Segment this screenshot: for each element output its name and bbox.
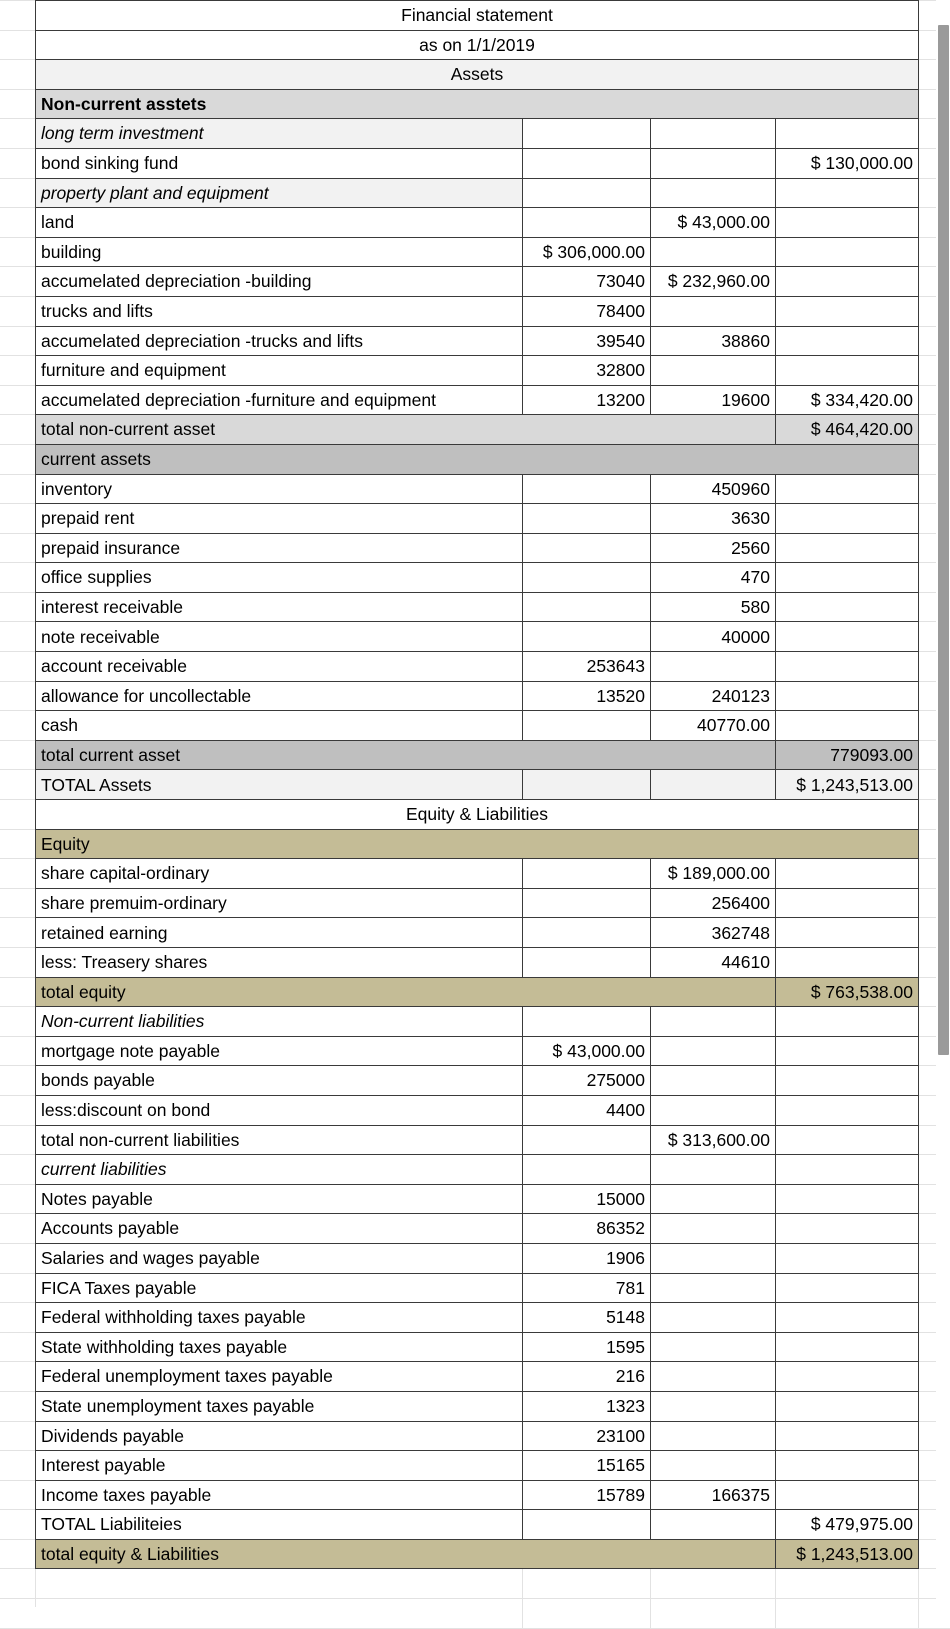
row-value-b[interactable] <box>523 888 651 918</box>
table-row <box>36 385 919 415</box>
row-value-b[interactable]: 86352 <box>523 1214 651 1244</box>
row-value-d[interactable] <box>776 1451 919 1481</box>
row-value-c[interactable]: 256400 <box>651 888 776 918</box>
row-value-d[interactable] <box>776 1214 919 1244</box>
row-value-b[interactable]: 253643 <box>523 652 651 682</box>
table-row <box>36 1362 919 1392</box>
section-header-row <box>36 89 919 119</box>
row-value-c[interactable]: 40000 <box>651 622 776 652</box>
section-header-label[interactable]: Equity <box>36 829 919 859</box>
table-row <box>36 859 919 889</box>
row-value-c[interactable] <box>651 1451 776 1481</box>
table-row <box>36 267 919 297</box>
row-value-b[interactable]: 216 <box>523 1362 651 1392</box>
banner-cell-equity-liabilities[interactable]: Equity & Liabilities <box>36 800 919 830</box>
banner-cell-assets[interactable]: Assets <box>36 60 919 90</box>
row-value-d[interactable] <box>776 1184 919 1214</box>
row-label[interactable]: Interest payable <box>36 1451 523 1481</box>
row-value-d[interactable] <box>776 1125 919 1155</box>
row-value-b[interactable]: 15000 <box>523 1184 651 1214</box>
row-value-c[interactable]: 240123 <box>651 681 776 711</box>
row-value-b[interactable]: 4400 <box>523 1095 651 1125</box>
row-value-c[interactable] <box>651 1007 776 1037</box>
row-value-c[interactable] <box>651 237 776 267</box>
row-value-c[interactable]: 166375 <box>651 1480 776 1510</box>
table-row <box>36 592 919 622</box>
row-value-b[interactable]: 13520 <box>523 681 651 711</box>
banner-row-subtitle <box>36 30 919 60</box>
row-value-b[interactable]: 15789 <box>523 1480 651 1510</box>
table-row <box>36 888 919 918</box>
table-row <box>36 1303 919 1333</box>
row-value-c[interactable] <box>651 178 776 208</box>
total-row <box>36 770 919 800</box>
row-value-d[interactable] <box>776 1332 919 1362</box>
table-row <box>36 711 919 741</box>
section-header-row <box>36 444 919 474</box>
row-label[interactable]: FICA Taxes payable <box>36 1273 523 1303</box>
table-row <box>36 1036 919 1066</box>
row-label[interactable]: cash <box>36 711 523 741</box>
row-value-c[interactable] <box>651 1155 776 1185</box>
table-row <box>36 622 919 652</box>
row-value-c[interactable] <box>651 1184 776 1214</box>
table-row <box>36 1480 919 1510</box>
total-row-label[interactable]: total non-current asset <box>36 415 776 445</box>
row-value-c[interactable]: 2560 <box>651 533 776 563</box>
row-value-d[interactable] <box>776 622 919 652</box>
row-value-c[interactable]: 44610 <box>651 948 776 978</box>
row-value-c[interactable] <box>651 1036 776 1066</box>
row-value-b[interactable]: $ 306,000.00 <box>523 237 651 267</box>
total-row-value[interactable]: $ 1,243,513.00 <box>776 1539 919 1569</box>
total-row-label[interactable]: total equity & Liabilities <box>36 1539 776 1569</box>
row-label[interactable]: accumelated depreciation -furniture and equipment <box>36 385 523 415</box>
empty-cell[interactable] <box>523 1569 651 1599</box>
row-value-c[interactable]: 19600 <box>651 385 776 415</box>
total-row-cell-c[interactable] <box>651 770 776 800</box>
row-value-d[interactable] <box>776 474 919 504</box>
row-value-d[interactable] <box>776 859 919 889</box>
table-row <box>36 1332 919 1362</box>
row-value-c[interactable] <box>651 119 776 149</box>
table-row <box>36 1007 919 1037</box>
table-row <box>36 356 919 386</box>
row-label[interactable]: Dividends payable <box>36 1421 523 1451</box>
row-value-d[interactable] <box>776 1421 919 1451</box>
row-label[interactable]: account receivable <box>36 652 523 682</box>
row-value-c[interactable]: $ 43,000.00 <box>651 208 776 238</box>
empty-row <box>36 1569 919 1599</box>
row-label[interactable]: trucks and lifts <box>36 296 523 326</box>
empty-cell[interactable] <box>651 1599 776 1629</box>
row-value-d[interactable] <box>776 504 919 534</box>
row-value-c[interactable]: 450960 <box>651 474 776 504</box>
total-row-cell-b[interactable] <box>523 770 651 800</box>
row-label[interactable]: accumelated depreciation -building <box>36 267 523 297</box>
table-row <box>36 563 919 593</box>
table-row <box>36 652 919 682</box>
row-value-b[interactable] <box>523 859 651 889</box>
row-value-c[interactable]: 3630 <box>651 504 776 534</box>
row-value-d[interactable] <box>776 1391 919 1421</box>
table-row <box>36 296 919 326</box>
row-label[interactable]: Non-current liabilities <box>36 1007 523 1037</box>
row-value-b[interactable]: 15165 <box>523 1451 651 1481</box>
row-value-d[interactable] <box>776 681 919 711</box>
table-row <box>36 119 919 149</box>
row-value-b[interactable]: 1323 <box>523 1391 651 1421</box>
row-value-b[interactable]: 1595 <box>523 1332 651 1362</box>
row-value-b[interactable]: 39540 <box>523 326 651 356</box>
row-value-d[interactable] <box>776 178 919 208</box>
total-row-label[interactable]: TOTAL Liabiliteies <box>36 1510 523 1540</box>
total-row-label[interactable]: TOTAL Assets <box>36 770 523 800</box>
row-value-c[interactable] <box>651 1362 776 1392</box>
total-row <box>36 1539 919 1569</box>
total-row-value[interactable]: $ 464,420.00 <box>776 415 919 445</box>
row-value-c[interactable] <box>651 296 776 326</box>
total-row-cell-b[interactable] <box>523 1510 651 1540</box>
row-value-c[interactable] <box>651 1391 776 1421</box>
row-value-d[interactable] <box>776 888 919 918</box>
row-value-d[interactable] <box>776 1273 919 1303</box>
row-value-d[interactable] <box>776 1155 919 1185</box>
row-value-b[interactable]: 1906 <box>523 1243 651 1273</box>
table-row <box>36 1243 919 1273</box>
table-row <box>36 1451 919 1481</box>
row-label[interactable]: long term investment <box>36 119 523 149</box>
row-value-c[interactable] <box>651 652 776 682</box>
total-row <box>36 415 919 445</box>
table-row <box>36 178 919 208</box>
section-header-label[interactable]: Non-current asstets <box>36 89 919 119</box>
total-row-value[interactable]: 779093.00 <box>776 740 919 770</box>
row-label[interactable]: less:discount on bond <box>36 1095 523 1125</box>
row-value-b[interactable] <box>523 504 651 534</box>
row-value-d[interactable] <box>776 1480 919 1510</box>
row-value-b[interactable] <box>523 119 651 149</box>
banner-row-title <box>36 1 919 31</box>
table-row <box>36 1066 919 1096</box>
row-value-b[interactable] <box>523 474 651 504</box>
row-label[interactable]: share premuim-ordinary <box>36 888 523 918</box>
row-value-c[interactable]: 40770.00 <box>651 711 776 741</box>
banner-row-equity-liabilities <box>36 800 919 830</box>
row-value-c[interactable] <box>651 1421 776 1451</box>
banner-cell-subtitle[interactable]: as on 1/1/2019 <box>36 30 919 60</box>
total-row-label[interactable]: total current asset <box>36 740 776 770</box>
empty-cell[interactable] <box>651 1569 776 1599</box>
total-row-cell-c[interactable] <box>651 1510 776 1540</box>
row-value-d[interactable] <box>776 533 919 563</box>
row-value-d[interactable] <box>776 563 919 593</box>
banner-row-assets <box>36 60 919 90</box>
row-value-d[interactable] <box>776 119 919 149</box>
row-value-c[interactable]: 470 <box>651 563 776 593</box>
row-label[interactable]: Federal withholding taxes payable <box>36 1303 523 1333</box>
table-row <box>36 148 919 178</box>
row-value-c[interactable] <box>651 148 776 178</box>
row-value-b[interactable] <box>523 948 651 978</box>
row-value-d[interactable] <box>776 1007 919 1037</box>
row-value-d[interactable] <box>776 208 919 238</box>
empty-cell[interactable] <box>36 1569 523 1599</box>
row-label[interactable]: current liabilities <box>36 1155 523 1185</box>
row-value-b[interactable]: 781 <box>523 1273 651 1303</box>
row-value-d[interactable] <box>776 711 919 741</box>
row-value-d[interactable] <box>776 1066 919 1096</box>
empty-cell[interactable] <box>523 1599 651 1629</box>
row-label[interactable]: allowance for uncollectable <box>36 681 523 711</box>
row-value-b[interactable]: 5148 <box>523 1303 651 1333</box>
banner-cell-title[interactable]: Financial statement <box>36 1 919 31</box>
row-value-c[interactable] <box>651 1303 776 1333</box>
row-value-d[interactable] <box>776 296 919 326</box>
row-label[interactable]: interest receivable <box>36 592 523 622</box>
row-value-d[interactable] <box>776 1036 919 1066</box>
table-row <box>36 326 919 356</box>
row-value-b[interactable] <box>523 148 651 178</box>
table-row <box>36 948 919 978</box>
row-value-b[interactable]: 78400 <box>523 296 651 326</box>
table-row <box>36 1125 919 1155</box>
row-value-d[interactable]: $ 334,420.00 <box>776 385 919 415</box>
row-value-b[interactable] <box>523 592 651 622</box>
row-value-b[interactable] <box>523 1125 651 1155</box>
row-label[interactable]: retained earning <box>36 918 523 948</box>
section-header-label[interactable]: current assets <box>36 444 919 474</box>
row-value-d[interactable] <box>776 948 919 978</box>
table-row <box>36 237 919 267</box>
row-label[interactable]: mortgage note payable <box>36 1036 523 1066</box>
row-value-c[interactable]: $ 313,600.00 <box>651 1125 776 1155</box>
row-value-b[interactable] <box>523 178 651 208</box>
row-label[interactable]: Accounts payable <box>36 1214 523 1244</box>
row-value-b[interactable] <box>523 1007 651 1037</box>
table-row <box>36 1095 919 1125</box>
row-value-d[interactable] <box>776 267 919 297</box>
row-label[interactable]: prepaid insurance <box>36 533 523 563</box>
total-row-value[interactable]: $ 1,243,513.00 <box>776 770 919 800</box>
row-label[interactable]: Notes payable <box>36 1184 523 1214</box>
row-value-c[interactable] <box>651 356 776 386</box>
table-row <box>36 1421 919 1451</box>
row-value-c[interactable] <box>651 1095 776 1125</box>
vertical-scrollbar-track[interactable] <box>936 0 950 1607</box>
row-label[interactable]: note receivable <box>36 622 523 652</box>
row-label[interactable]: less: Treasery shares <box>36 948 523 978</box>
row-label[interactable]: total non-current liabilities <box>36 1125 523 1155</box>
table-row <box>36 474 919 504</box>
row-value-c[interactable] <box>651 1214 776 1244</box>
row-label[interactable]: furniture and equipment <box>36 356 523 386</box>
row-value-b[interactable]: 73040 <box>523 267 651 297</box>
empty-cell[interactable] <box>776 1569 919 1599</box>
total-row <box>36 977 919 1007</box>
row-value-b[interactable]: 32800 <box>523 356 651 386</box>
row-value-d[interactable] <box>776 918 919 948</box>
row-value-d[interactable]: $ 130,000.00 <box>776 148 919 178</box>
vertical-scrollbar-thumb[interactable] <box>938 25 949 1055</box>
row-label[interactable]: property plant and equipment <box>36 178 523 208</box>
table-row <box>36 681 919 711</box>
table-row <box>36 918 919 948</box>
table-row <box>36 533 919 563</box>
row-value-b[interactable]: 13200 <box>523 385 651 415</box>
table-row <box>36 1155 919 1185</box>
empty-row <box>36 1599 919 1629</box>
row-value-d[interactable] <box>776 652 919 682</box>
row-label[interactable]: bonds payable <box>36 1066 523 1096</box>
financial-statement-table <box>35 0 919 1629</box>
row-label[interactable]: State withholding taxes payable <box>36 1332 523 1362</box>
row-value-c[interactable]: 362748 <box>651 918 776 948</box>
total-row <box>36 1510 919 1540</box>
empty-cell[interactable] <box>776 1599 919 1629</box>
total-row-label[interactable]: total equity <box>36 977 776 1007</box>
row-value-c[interactable]: $ 232,960.00 <box>651 267 776 297</box>
row-value-c[interactable] <box>651 1332 776 1362</box>
row-value-d[interactable] <box>776 1095 919 1125</box>
total-row <box>36 740 919 770</box>
row-value-b[interactable]: $ 43,000.00 <box>523 1036 651 1066</box>
row-label[interactable]: land <box>36 208 523 238</box>
row-value-d[interactable] <box>776 1303 919 1333</box>
row-value-c[interactable]: 38860 <box>651 326 776 356</box>
total-row-value[interactable]: $ 479,975.00 <box>776 1510 919 1540</box>
row-value-c[interactable]: $ 189,000.00 <box>651 859 776 889</box>
row-value-b[interactable] <box>523 918 651 948</box>
row-label[interactable]: accumelated depreciation -trucks and lifts <box>36 326 523 356</box>
empty-cell[interactable] <box>36 1599 523 1629</box>
row-value-d[interactable] <box>776 1243 919 1273</box>
row-label[interactable]: State unemployment taxes payable <box>36 1391 523 1421</box>
row-label[interactable]: Income taxes payable <box>36 1480 523 1510</box>
table-row <box>36 1273 919 1303</box>
row-label[interactable]: building <box>36 237 523 267</box>
table-row <box>36 1184 919 1214</box>
row-value-d[interactable] <box>776 326 919 356</box>
row-value-d[interactable] <box>776 592 919 622</box>
row-label[interactable]: share capital-ordinary <box>36 859 523 889</box>
table-row <box>36 1214 919 1244</box>
table-row <box>36 1391 919 1421</box>
row-value-b[interactable] <box>523 622 651 652</box>
total-row-value[interactable]: $ 763,538.00 <box>776 977 919 1007</box>
row-value-b[interactable] <box>523 208 651 238</box>
section-header-row <box>36 829 919 859</box>
row-value-d[interactable] <box>776 1362 919 1392</box>
row-label[interactable]: Salaries and wages payable <box>36 1243 523 1273</box>
table-row <box>36 208 919 238</box>
row-label[interactable]: inventory <box>36 474 523 504</box>
table-row <box>36 504 919 534</box>
row-value-d[interactable] <box>776 237 919 267</box>
row-value-c[interactable] <box>651 1273 776 1303</box>
row-value-d[interactable] <box>776 356 919 386</box>
row-value-c[interactable] <box>651 1066 776 1096</box>
row-value-b[interactable]: 275000 <box>523 1066 651 1096</box>
row-value-c[interactable]: 580 <box>651 592 776 622</box>
row-label[interactable]: bond sinking fund <box>36 148 523 178</box>
row-value-b[interactable]: 23100 <box>523 1421 651 1451</box>
row-label[interactable]: office supplies <box>36 563 523 593</box>
row-label[interactable]: Federal unemployment taxes payable <box>36 1362 523 1392</box>
row-label[interactable]: prepaid rent <box>36 504 523 534</box>
row-value-b[interactable] <box>523 533 651 563</box>
row-value-b[interactable] <box>523 1155 651 1185</box>
row-value-b[interactable] <box>523 563 651 593</box>
row-value-c[interactable] <box>651 1243 776 1273</box>
row-value-b[interactable] <box>523 711 651 741</box>
